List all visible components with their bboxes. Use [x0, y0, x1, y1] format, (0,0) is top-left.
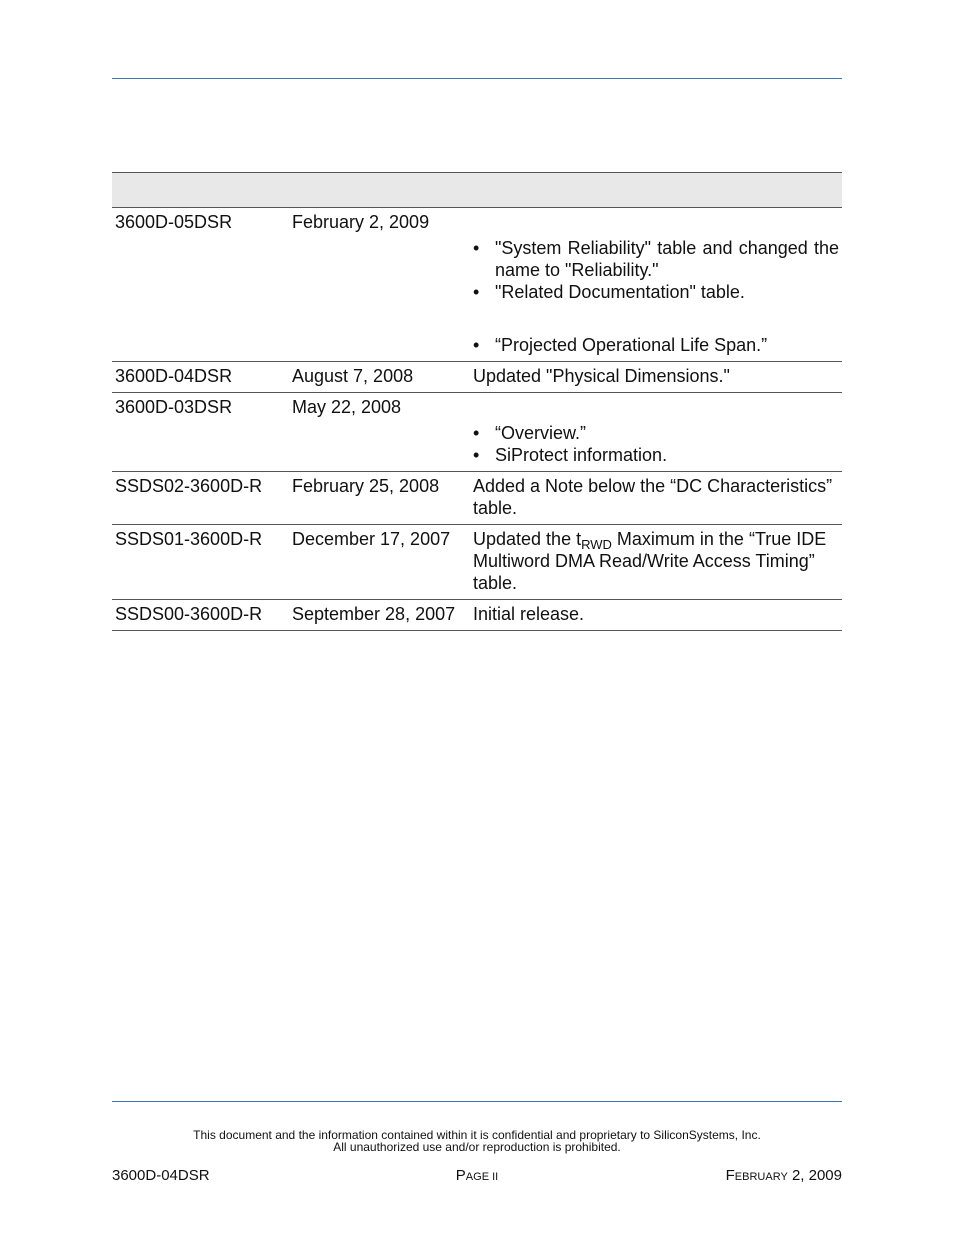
footer-page-number: PAGE II	[455, 1167, 499, 1184]
table-row	[112, 525, 842, 600]
doc-number-cell: 3600D-04DSR	[112, 362, 289, 393]
description-cell	[470, 525, 842, 600]
description-text: Maximum in the “True IDE Multiword DMA Read/Write Access Timing” table.	[473, 529, 827, 593]
description-cell: Updated "Physical Dimensions."	[470, 362, 842, 393]
table-row	[112, 472, 842, 525]
footer-rule	[112, 1101, 842, 1102]
confidentiality-line: This document and the information contained within it is confidential and proprietary to SiliconSystems, Inc.	[193, 1128, 761, 1142]
description-cell: Initial release.	[470, 600, 842, 631]
bullet-item: • "Related Documentation" table.	[473, 281, 839, 303]
doc-number-cell: SSDS00-3600D-R	[112, 600, 289, 631]
table-header-row	[112, 173, 842, 208]
table-row	[112, 600, 842, 631]
footer-date: FEBRUARY 2, 2009	[725, 1167, 842, 1184]
description-cell	[470, 393, 842, 472]
description-cell	[470, 208, 842, 362]
doc-number-cell: SSDS01-3600D-R	[112, 525, 289, 600]
date-cell: May 22, 2008	[289, 393, 470, 472]
header-rule	[112, 78, 842, 79]
table-row	[112, 393, 842, 472]
date-cell: February 25, 2008	[289, 472, 470, 525]
description-cell: Added a Note below the “DC Characteristics” table.	[470, 472, 842, 525]
doc-number-cell: 3600D-03DSR	[112, 393, 289, 472]
doc-number-cell: SSDS02-3600D-R	[112, 472, 289, 525]
bullet-item: • “Projected Operational Life Span.”	[473, 334, 839, 356]
confidentiality-notice	[112, 1129, 842, 1153]
bullet-item: • “Overview.”	[473, 422, 839, 444]
footer-doc-number: 3600D-04DSR	[112, 1167, 210, 1184]
doc-number-cell: 3600D-05DSR	[112, 208, 289, 362]
date-cell: February 2, 2009	[289, 208, 470, 362]
description-text: Updated the t	[473, 529, 582, 549]
date-cell: December 17, 2007	[289, 525, 470, 600]
confidentiality-line: All unauthorized use and/or reproduction is prohibited.	[333, 1140, 621, 1154]
bullet-item: • "System Reliability" table and changed the name to "Reliability."	[473, 237, 839, 281]
bullet-item: • SiProtect information.	[473, 444, 839, 466]
date-cell: September 28, 2007	[289, 600, 470, 631]
revision-history-table	[112, 172, 842, 631]
table-row	[112, 362, 842, 393]
subscript-rwd: RWD	[581, 537, 612, 552]
date-cell: August 7, 2008	[289, 362, 470, 393]
table-row	[112, 208, 842, 362]
